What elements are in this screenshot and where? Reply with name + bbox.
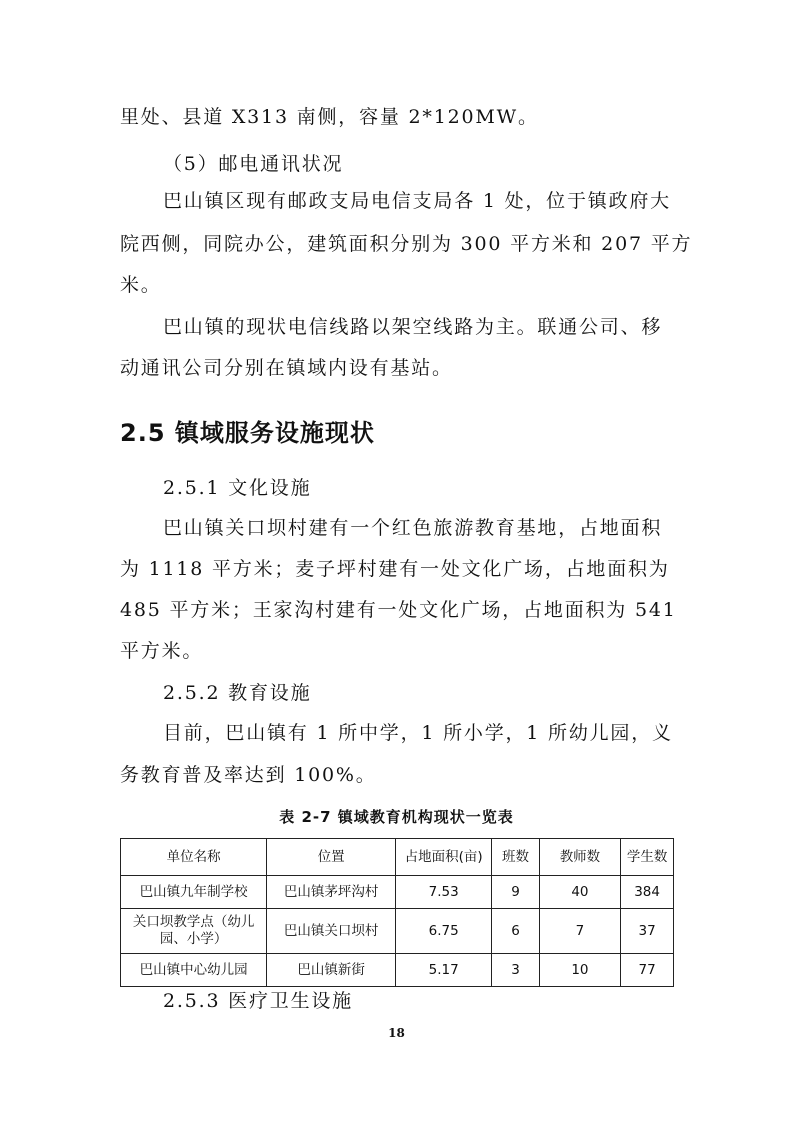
table-cell: 巴山镇九年制学校 bbox=[121, 876, 267, 909]
table-cell: 巴山镇新街 bbox=[267, 954, 396, 987]
table-row bbox=[121, 909, 674, 954]
subsection-title: （5）邮电通讯状况 bbox=[163, 153, 344, 175]
table-cell: 6 bbox=[492, 909, 539, 954]
table-row bbox=[121, 876, 674, 909]
paragraph-line: 米。 bbox=[120, 274, 162, 296]
page-number: 18 bbox=[388, 1026, 405, 1040]
paragraph-line: 485 平方米；王家沟村建有一处文化广场，占地面积为 541 bbox=[120, 599, 677, 621]
table-cell: 37 bbox=[621, 909, 674, 954]
subsection-title: 2.5.3 医疗卫生设施 bbox=[163, 990, 353, 1012]
paragraph-line: 院西侧，同院办公，建筑面积分别为 300 平方米和 207 平方 bbox=[120, 233, 693, 255]
table-caption: 表 2-7 镇域教育机构现状一览表 bbox=[279, 808, 514, 826]
table-header-cell: 班数 bbox=[492, 839, 539, 876]
table-header-cell: 教师数 bbox=[539, 839, 621, 876]
education-table bbox=[120, 838, 674, 987]
table-cell: 关口坝教学点（幼儿园、小学） bbox=[121, 909, 267, 954]
section-heading: 2.5 镇域服务设施现状 bbox=[120, 419, 375, 447]
table-header-cell: 位置 bbox=[267, 839, 396, 876]
paragraph-line: 动通讯公司分别在镇域内设有基站。 bbox=[120, 357, 453, 379]
table-cell: 10 bbox=[539, 954, 621, 987]
paragraph-line: 巴山镇区现有邮政支局电信支局各 1 处，位于镇政府大 bbox=[163, 190, 671, 212]
table-cell: 5.17 bbox=[395, 954, 491, 987]
table-cell: 384 bbox=[621, 876, 674, 909]
table-cell: 40 bbox=[539, 876, 621, 909]
paragraph-line: 为 1118 平方米；麦子坪村建有一处文化广场，占地面积为 bbox=[120, 558, 670, 580]
table-header-cell: 单位名称 bbox=[121, 839, 267, 876]
table-cell: 巴山镇茅坪沟村 bbox=[267, 876, 396, 909]
table-cell: 7.53 bbox=[395, 876, 491, 909]
table-cell: 9 bbox=[492, 876, 539, 909]
paragraph-line: 目前，巴山镇有 1 所中学，1 所小学，1 所幼儿园，义 bbox=[163, 722, 673, 744]
subsection-title: 2.5.2 教育设施 bbox=[163, 682, 312, 704]
paragraph-line: 里处、县道 X313 南侧，容量 2*120MW。 bbox=[120, 106, 539, 128]
table-cell: 巴山镇中心幼儿园 bbox=[121, 954, 267, 987]
paragraph-line: 务教育普及率达到 100%。 bbox=[120, 764, 377, 786]
table-row bbox=[121, 954, 674, 987]
paragraph-line: 平方米。 bbox=[120, 640, 204, 662]
paragraph-line: 巴山镇的现状电信线路以架空线路为主。联通公司、移 bbox=[163, 316, 663, 338]
table-header-row bbox=[121, 839, 674, 876]
subsection-title: 2.5.1 文化设施 bbox=[163, 477, 312, 499]
table-header-cell: 学生数 bbox=[621, 839, 674, 876]
table-cell: 77 bbox=[621, 954, 674, 987]
table-cell: 6.75 bbox=[395, 909, 491, 954]
table-header-cell: 占地面积(亩) bbox=[395, 839, 491, 876]
table-cell: 3 bbox=[492, 954, 539, 987]
paragraph-line: 巴山镇关口坝村建有一个红色旅游教育基地，占地面积 bbox=[163, 517, 663, 539]
table-cell: 巴山镇关口坝村 bbox=[267, 909, 396, 954]
table-cell: 7 bbox=[539, 909, 621, 954]
